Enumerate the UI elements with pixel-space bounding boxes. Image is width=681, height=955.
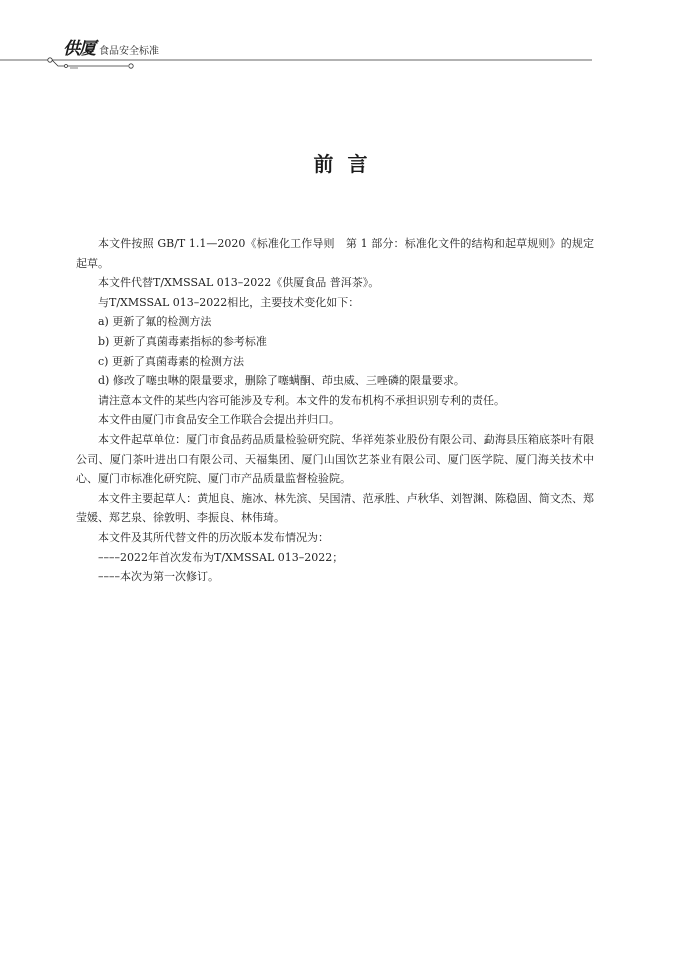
paragraph-history-intro: 本文件及其所代替文件的历次版本发布情况为： — [98, 530, 329, 544]
brand-logo: 供厦 — [63, 39, 95, 59]
paragraph-changes-intro: 与T/XMSSAL 013–2022相比，主要技术变化如下： — [98, 295, 360, 309]
preface-body — [76, 234, 594, 587]
paragraph-drafting-rules: 本文件按照 GB/T 1.1—2020《标准化工作导则 第 1 部分：标准化文件的结构和起草规则》的规定起草。 — [76, 237, 594, 270]
page-title: 前言 — [313, 152, 382, 176]
paragraph-replaces: 本文件代替T/XMSSAL 013–2022《供厦食品 普洱茶》。 — [98, 276, 380, 290]
change-item-a: a) 更新了氟的检测方法 — [98, 315, 212, 329]
header-subtitle: 食品安全标准 — [99, 46, 159, 57]
header-rule-decoration — [0, 0, 681, 80]
paragraph-proposer: 本文件由厦门市食品安全工作联合会提出并归口。 — [98, 413, 340, 427]
paragraph-drafting-units: 本文件起草单位：厦门市食品药品质量检验研究院、华祥苑茶业股份有限公司、勐海县压箱底茶叶有限公司、厦门茶叶进出口有限公司、天福集团、厦门山国饮艺茶业有限公司、厦门医学院、厦门海关技术中心、厦门市标准化研究院、厦门市产品质量监督检验院。 — [76, 432, 594, 486]
change-item-c: c) 更新了真菌毒素的检测方法 — [98, 354, 244, 368]
page-header — [0, 0, 681, 80]
history-item-revision: ––––本次为第一次修订。 — [98, 570, 219, 584]
paragraph-patent-notice: 请注意本文件的某些内容可能涉及专利。本文件的发布机构不承担识别专利的责任。 — [98, 393, 505, 407]
change-item-d: d) 修改了噻虫啉的限量要求，删除了噻螨酮、茚虫威、三唑磷的限量要求。 — [98, 374, 465, 388]
change-item-b: b) 更新了真菌毒素指标的参考标准 — [98, 334, 267, 348]
paragraph-drafters: 本文件主要起草人：黄旭良、施冰、林先滨、吴国清、范承胜、卢秋华、刘智渊、陈稳固、简文杰、郑莹媛、郑艺泉、徐敦明、李振良、林伟琦。 — [76, 491, 594, 525]
history-item-first: ––––2022年首次发布为T/XMSSAL 013–2022； — [98, 550, 344, 564]
